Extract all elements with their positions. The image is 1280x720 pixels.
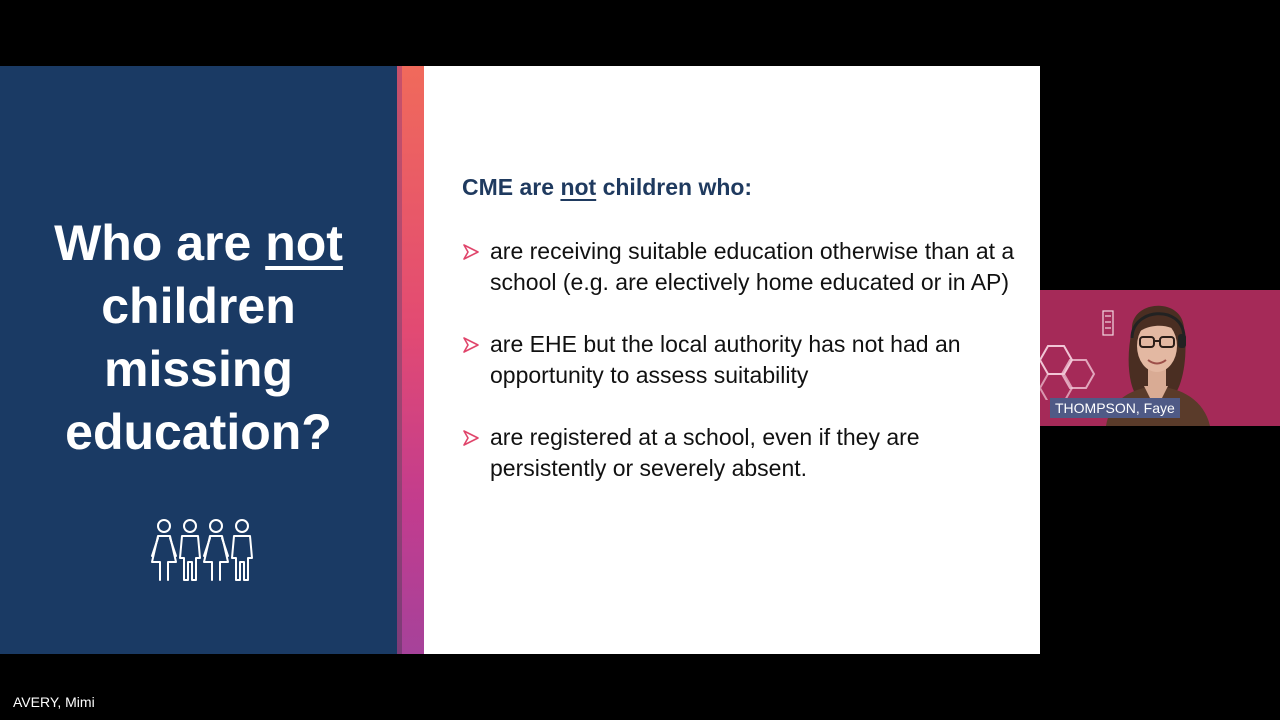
title-line1-pre: Who are	[54, 215, 266, 271]
title-line2: children	[101, 278, 296, 334]
hexagon-pattern-icon	[1040, 330, 1096, 400]
slide-accent-stripe	[397, 66, 424, 654]
slide-heading	[462, 174, 752, 201]
arrowhead-bullet-icon	[462, 429, 480, 447]
slide-left-panel	[0, 66, 397, 654]
arrowhead-bullet-icon	[462, 336, 480, 354]
title-line1-underlined: not	[265, 215, 343, 271]
children-group-icon	[146, 518, 260, 588]
heading-post: children who:	[596, 174, 753, 200]
bullet-item	[462, 329, 1022, 391]
bullet-item	[462, 422, 1022, 484]
title-line3: missing	[104, 341, 293, 397]
bullet-text: are registered at a school, even if they are persistently or severely absent.	[490, 424, 920, 481]
heading-pre: CME are	[462, 174, 561, 200]
slide-title	[0, 212, 397, 464]
title-line4: education?	[65, 404, 332, 460]
bullet-text: are receiving suitable education otherwise than at a school (e.g. are electively home educated or in AP)	[490, 238, 1015, 295]
participant-name-label: THOMPSON, Faye	[1050, 398, 1180, 418]
bullet-text: are EHE but the local authority has not had an opportunity to assess suitability	[490, 331, 961, 388]
self-view-name-label: AVERY, Mimi	[13, 694, 95, 710]
shared-slide	[0, 66, 1040, 654]
slide-bullet-list	[462, 236, 1022, 515]
bullet-item	[462, 236, 1022, 298]
participant-video-tile[interactable]	[1040, 290, 1280, 426]
arrowhead-bullet-icon	[462, 243, 480, 261]
heading-underlined: not	[560, 174, 597, 200]
